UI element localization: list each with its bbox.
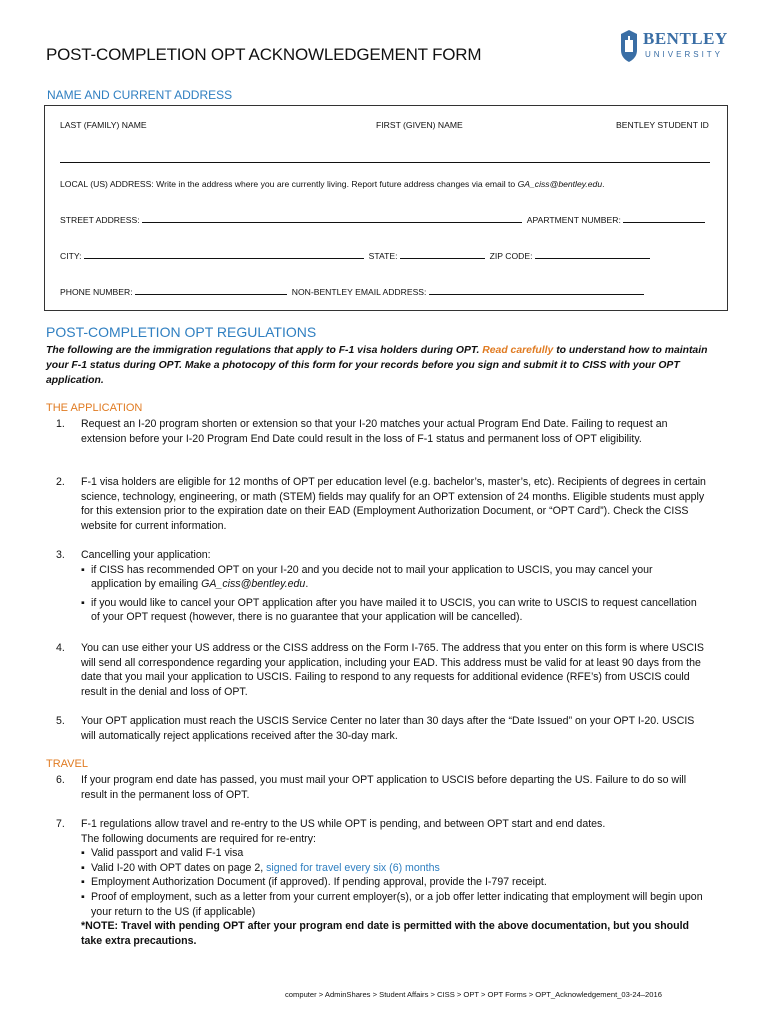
footer-path: computer > AdminShares > Student Affairs > CISS > OPT > OPT Forms > OPT_Acknowledgement_03-24–2016 xyxy=(285,990,662,999)
item-number: 4. xyxy=(56,642,65,654)
item-text: Request an I-20 program shorten or extension so that your I-20 matches your actual Program End Date. Failing to request an extension before your I-20 Program End Date could result in the loss of F-1 status and permanent loss of OPT eligibility. xyxy=(81,418,668,445)
item-text: Cancelling your application: xyxy=(81,549,211,561)
address-heading: NAME AND CURRENT ADDRESS xyxy=(47,88,233,102)
item-number: 1. xyxy=(56,418,65,430)
bullet-text-c: . xyxy=(305,578,309,591)
address-box xyxy=(44,105,728,311)
item-number: 6. xyxy=(56,774,65,786)
bentley-logo xyxy=(619,30,729,66)
intro-text-a: The following are the immigration regulations that apply to F-1 visa holders during OPT. xyxy=(46,345,483,356)
name-line[interactable] xyxy=(60,162,710,163)
list-item xyxy=(81,890,706,919)
item-text: You can use either your US address or the CISS address on the Form I-765. The address that you enter on this form is where USCIS will send all correspondence regarding your application, including your EAD. This address must be valid for at least 90 days from the date that you mail your application to USCIS. Failing to respond to any requests for additional evidence (RFE’s) from USCIS could result in the denial and loss of OPT. xyxy=(81,642,704,698)
bullet-text-a: if CISS has recommended OPT on your I-20 and you decide not to mail your application to USCIS, you may cancel your application by emailing xyxy=(91,563,653,591)
bullet-icon: ▪ xyxy=(81,890,85,903)
bullet-text: Employment Authorization Document (if approved). If pending approval, provide the I-797 receipt. xyxy=(91,876,547,889)
last-name-label: LAST (FAMILY) NAME xyxy=(60,120,147,130)
shield-icon xyxy=(619,30,639,62)
travel-note: *NOTE: Travel with pending OPT after your program end date is permitted with the above documentation, but you should take extra precautions. xyxy=(81,920,690,947)
regulations-intro xyxy=(46,343,722,388)
apartment-label: APARTMENT NUMBER: xyxy=(526,215,621,225)
item-text: F-1 regulations allow travel and re-entry to the US while OPT is pending, and between OPT start and end dates. xyxy=(81,818,606,830)
first-name-label: FIRST (GIVEN) NAME xyxy=(376,120,463,130)
bullet-text: Valid passport and valid F-1 visa xyxy=(91,847,244,860)
list-item xyxy=(81,846,706,861)
student-id-label: BENTLEY STUDENT ID xyxy=(616,120,709,130)
phone-label: PHONE NUMBER: xyxy=(60,287,133,297)
city-label: CITY: xyxy=(60,251,82,261)
bullet-highlight: signed for travel every six (6) months xyxy=(266,861,440,874)
item-text: The following documents are required for re-entry: xyxy=(81,832,316,845)
state-input[interactable] xyxy=(400,249,485,259)
item-6 xyxy=(56,773,706,802)
item-4 xyxy=(56,641,706,699)
form-title: POST-COMPLETION OPT ACKNOWLEDGEMENT FORM xyxy=(46,45,482,64)
street-row xyxy=(60,213,705,225)
email-input[interactable] xyxy=(429,285,644,295)
item-1 xyxy=(56,417,706,446)
street-label: STREET ADDRESS: xyxy=(60,215,140,225)
bullet-text: if you would like to cancel your OPT application after you have mailed it to USCIS, you can write to USCIS to request cancellation of your OPT request (however, there is no guarantee that your application will be cancelled). xyxy=(91,596,697,624)
item-number: 5. xyxy=(56,715,65,727)
city-input[interactable] xyxy=(84,249,364,259)
logo-wordmark: BENTLEY xyxy=(643,29,728,48)
application-heading: THE APPLICATION xyxy=(46,402,143,414)
item-text: If your program end date has passed, you must mail your OPT application to USCIS before departing the US. Failure to do so will result in the permanent loss of OPT. xyxy=(81,774,687,801)
intro-highlight: Read carefully xyxy=(482,345,554,356)
item-number: 2. xyxy=(56,476,65,488)
bullet-icon: ▪ xyxy=(81,876,85,889)
street-input[interactable] xyxy=(142,213,522,223)
bullet-text-a: Valid I-20 with OPT dates on page 2, xyxy=(91,861,267,874)
item-number: 7. xyxy=(56,818,65,830)
bullet-icon: ▪ xyxy=(81,563,85,576)
phone-input[interactable] xyxy=(135,285,287,295)
travel-heading: TRAVEL xyxy=(46,758,88,770)
logo-subtitle: UNIVERSITY xyxy=(645,50,724,59)
apartment-input[interactable] xyxy=(623,213,705,223)
bullet-icon: ▪ xyxy=(81,596,85,609)
state-label: STATE: xyxy=(368,251,398,261)
item-text: F-1 visa holders are eligible for 12 months of OPT per education level (e.g. bachelor’s, master’s, etc). Recipients of degrees in certain science, technology, engineering, or math (STEM) fields may qualify for an OPT extension of 24 months. Eligible students must apply for this extension prior to the expiration date on their EAD (Employment Authorization Document, or “OPT Card”). Check the CISS website for current information. xyxy=(81,476,706,532)
list-item xyxy=(81,596,706,625)
item-2 xyxy=(56,475,706,533)
list-item xyxy=(81,875,706,890)
local-address-note-text: LOCAL (US) ADDRESS: Write in the address where you are currently living. Report future address changes via email to xyxy=(60,179,518,189)
item-5 xyxy=(56,714,706,743)
email-label: NON-BENTLEY EMAIL ADDRESS: xyxy=(291,287,427,297)
bullet-icon: ▪ xyxy=(81,861,85,874)
item-3 xyxy=(56,548,706,625)
bullet-icon: ▪ xyxy=(81,847,85,860)
zip-input[interactable] xyxy=(535,249,650,259)
item-text: Your OPT application must reach the USCIS Service Center no later than 30 days after the “Date Issued” on your OPT I-20. USCIS will automatically reject applications received after the 30-day mark. xyxy=(81,715,695,742)
city-row xyxy=(60,249,650,261)
bullet-email: GA_ciss@bentley.edu xyxy=(201,578,306,591)
intro-text-b: to understand how to maintain your F-1 status during OPT. Make a photocopy of this form for your records before you sign and submit it to CISS with your OPT application. xyxy=(46,345,708,386)
local-address-note: LOCAL (US) ADDRESS: Write in the address where you are currently living. Report future address changes via email to GA_ciss@bentley.edu. xyxy=(60,179,605,189)
bullet-text: Proof of employment, such as a letter from your current employer(s), or a job offer letter indicating that employment will begin upon your return to the US (if applicable) xyxy=(91,890,703,918)
item-number: 3. xyxy=(56,549,65,561)
local-address-email: GA_ciss@bentley.edu xyxy=(517,179,603,189)
list-item xyxy=(81,861,706,876)
list-item xyxy=(81,563,706,592)
regulations-heading: POST-COMPLETION OPT REGULATIONS xyxy=(46,324,317,340)
zip-label: ZIP CODE: xyxy=(489,251,533,261)
phone-row xyxy=(60,285,644,297)
item-7 xyxy=(56,817,706,948)
